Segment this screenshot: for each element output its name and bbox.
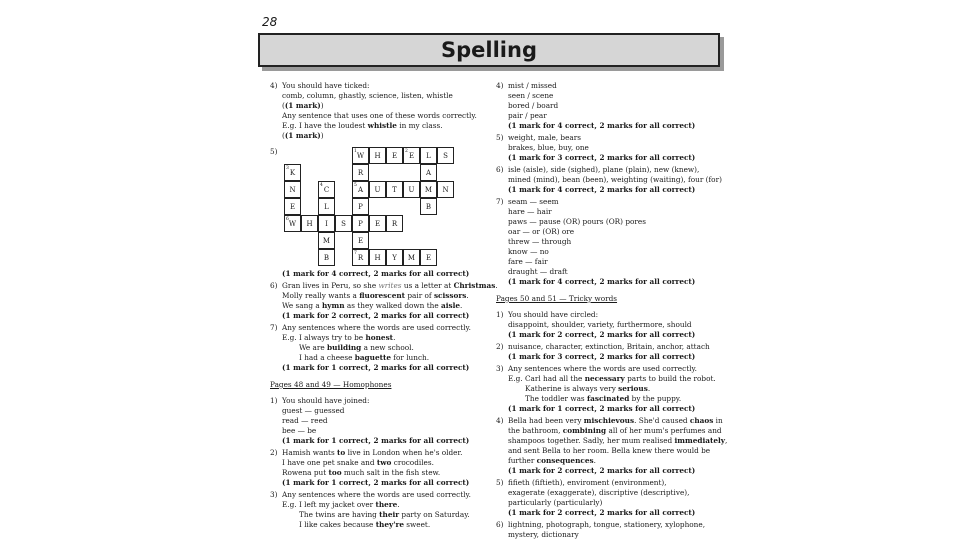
crossword-cell	[386, 249, 403, 266]
crossword-clue-number: 1	[354, 149, 357, 154]
answer-line: fifieth (fiftieth), enviroment (environment),	[508, 478, 667, 487]
question-number: 4)	[496, 81, 504, 90]
answer-line: read — reed	[282, 416, 328, 425]
crossword-letter: B	[425, 203, 432, 211]
crossword-letter: E	[289, 203, 296, 211]
tricky-answer-3	[496, 364, 720, 414]
answer-line: guest — guessed	[282, 406, 345, 415]
answer-line: oar — or (OR) ore	[508, 227, 575, 236]
answer-line: mystery, dictionary	[508, 530, 579, 539]
crossword-cell	[420, 164, 437, 181]
answer-line: paws — pause (OR) pours (OR) pores	[508, 217, 646, 226]
crossword-letter: A	[357, 186, 364, 194]
answer-line: seen / scene	[508, 91, 554, 100]
mark-line: (1 mark for 3 correct, 2 marks for all correct)	[508, 153, 696, 162]
crossword-letter: W	[356, 152, 365, 160]
example-line: We are building a new school.	[299, 343, 414, 352]
answer-line: nuisance, character, extinction, Britain, anchor, attach	[508, 342, 710, 351]
mark-line: ((1 mark))	[282, 101, 324, 110]
crossword-letter: M	[322, 237, 331, 245]
question-number: 2)	[496, 342, 504, 351]
mark-line: (1 mark for 1 correct, 2 marks for all correct)	[282, 478, 470, 487]
crossword-letter: U	[374, 186, 381, 194]
crossword-letter: K	[289, 169, 296, 177]
crossword-clue-number: 2	[405, 149, 408, 154]
mark-line: (1 mark for 1 correct, 2 marks for all correct)	[282, 436, 470, 445]
left-column	[270, 81, 498, 532]
crossword-letter: P	[358, 203, 363, 211]
answer-line: pair / pear	[508, 111, 547, 120]
crossword-cell	[318, 232, 335, 249]
crossword-cell	[369, 215, 386, 232]
answer-line: hare — hair	[508, 207, 552, 216]
answer-line: know — no	[508, 247, 549, 256]
question-number: 3)	[496, 364, 504, 373]
crossword-cell	[352, 181, 369, 198]
tricky-answer-2	[496, 342, 720, 362]
example-line: Katherine is always very serious.	[525, 384, 651, 393]
answer-line: You should have circled:	[508, 310, 599, 319]
question-number: 4)	[496, 416, 504, 425]
answer-line: comb, column, ghastly, science, listen, whistle	[282, 91, 453, 100]
crossword-letter: N	[442, 186, 449, 194]
answer-line: Bella had been very mischievous. She'd caused chaos in	[508, 416, 723, 425]
question-number: 7)	[496, 197, 504, 206]
crossword-clue-number: 6	[286, 217, 289, 222]
crossword-letter: A	[425, 169, 432, 177]
crossword-letter: H	[306, 220, 313, 228]
answer-line: weight, male, bears	[508, 133, 581, 142]
mark-line: (1 mark for 2 correct, 2 marks for all correct)	[282, 311, 470, 320]
answer-line: bored / board	[508, 101, 559, 110]
mark-line: (1 mark for 4 correct, 2 marks for all correct)	[282, 269, 470, 278]
answer-line: Any sentence that uses one of these words correctly.	[282, 111, 477, 120]
crossword-letter: H	[374, 152, 381, 160]
example-line: E.g. Carl had all the necessary parts to build the robot.	[508, 374, 716, 383]
question-number: 6)	[496, 520, 504, 529]
answer-5-left	[270, 147, 492, 279]
answer-line: and sent Bella to her room. Bella knew there would be	[508, 446, 711, 455]
answer-line: Rowena put too much salt in the fish stew.	[282, 468, 441, 477]
question-number: 6)	[496, 165, 504, 174]
answer-line: further consequences.	[508, 456, 596, 465]
question-number: 4)	[270, 81, 278, 90]
crossword-cell	[352, 215, 369, 232]
crossword-cell	[369, 249, 386, 266]
crossword-cell	[318, 198, 335, 215]
crossword-cell	[284, 181, 301, 198]
question-number: 5)	[496, 478, 504, 487]
question-number: 5)	[496, 133, 504, 142]
crossword-letter: I	[325, 220, 328, 228]
answer-7-left	[270, 323, 492, 373]
page-title: Spelling	[441, 38, 537, 62]
tricky-answer-5	[496, 478, 720, 518]
crossword-letter: B	[323, 254, 330, 262]
answer-line: particularly (particularly)	[508, 498, 603, 507]
crossword-cell	[386, 147, 403, 164]
example-line: The twins are having their party on Saturday.	[299, 510, 470, 519]
crossword-cell	[284, 164, 301, 181]
homophones-answer-1	[270, 396, 492, 446]
crossword-cell	[284, 215, 301, 232]
question-number: 2)	[270, 448, 278, 457]
example-line: E.g. I have the loudest whistle in my class.	[282, 121, 443, 130]
mark-line: (1 mark for 4 correct, 2 marks for all correct)	[508, 277, 696, 286]
example-line: I like cakes because they're sweet.	[299, 520, 431, 529]
answer-4-left	[270, 81, 492, 141]
crossword-letter: R	[391, 220, 398, 228]
crossword-letter: T	[392, 186, 397, 194]
answer-line: shampoos together. Sadly, her mum realised immediately,	[508, 436, 728, 445]
crossword-cell	[369, 147, 386, 164]
crossword-cell	[386, 181, 403, 198]
crossword-cell	[403, 181, 420, 198]
answer-line: the bathroom, combining all of her mum's perfumes and	[508, 426, 722, 435]
crossword-cell	[369, 181, 386, 198]
question-number: 6)	[270, 281, 278, 290]
mark-line: (1 mark for 1 correct, 2 marks for all correct)	[282, 363, 470, 372]
answer-6-right	[496, 165, 720, 195]
crossword-letter: C	[323, 186, 330, 194]
crossword-letter: E	[357, 237, 364, 245]
crossword-letter: R	[357, 169, 364, 177]
answer-line: bee — be	[282, 426, 317, 435]
crossword-cell	[386, 215, 403, 232]
answer-5-right	[496, 133, 720, 163]
crossword-cell	[352, 249, 369, 266]
answer-line: Any sentences where the words are used correctly.	[282, 490, 471, 499]
question-number: 1)	[270, 396, 278, 405]
answer-line: draught — draft	[508, 267, 568, 276]
answer-line: I have one pet snake and two crocodiles.	[282, 458, 434, 467]
mark-line: (1 mark for 4 correct, 2 marks for all correct)	[508, 121, 696, 130]
question-number: 3)	[270, 490, 278, 499]
title-banner	[258, 33, 720, 67]
crossword-letter: R	[357, 254, 364, 262]
mark-line: (1 mark for 2 correct, 2 marks for all correct)	[508, 508, 696, 517]
crossword-letter: M	[424, 186, 433, 194]
crossword-letter: E	[391, 152, 398, 160]
question-number: 5)	[270, 147, 278, 156]
example-line: I had a cheese baguette for lunch.	[299, 353, 430, 362]
crossword-cell	[318, 181, 335, 198]
mark-line: (1 mark for 2 correct, 2 marks for all correct)	[508, 466, 696, 475]
question-number: 7)	[270, 323, 278, 332]
crossword-letter: P	[358, 220, 363, 228]
crossword-letter: E	[425, 254, 432, 262]
answer-line: brakes, blue, buy, one	[508, 143, 589, 152]
answer-line: Molly really wants a fluorescent pair of scissors.	[282, 291, 469, 300]
answer-7-right	[496, 197, 720, 287]
answer-line: You should have joined:	[282, 396, 370, 405]
answer-line: mined (mind), bean (been), weighting (waiting), four (for)	[508, 175, 722, 184]
crossword-cell	[437, 181, 454, 198]
answer-line: Hamish wants to live in London when he's older.	[282, 448, 463, 457]
crossword-clue-number: 7	[354, 251, 357, 256]
answer-6-left	[270, 281, 498, 321]
answer-line: isle (aisle), side (sighed), plane (plain), new (knew),	[508, 165, 700, 174]
answer-line: Gran lives in Peru, so she writes us a letter at Christmas.	[282, 281, 498, 290]
crossword-letter: S	[341, 220, 346, 228]
mark-line: ((1 mark))	[282, 131, 324, 140]
answer-line: Any sentences where the words are used correctly.	[282, 323, 471, 332]
crossword-cell	[420, 181, 437, 198]
crossword-letter: L	[426, 152, 431, 160]
answer-line: Any sentences where the words are used correctly.	[508, 364, 697, 373]
section-heading-homophones: Pages 48 and 49 — Homophones	[270, 380, 392, 389]
answer-line: disappoint, shoulder, variety, furthermore, should	[508, 320, 692, 329]
answer-line: seam — seem	[508, 197, 559, 206]
crossword-cell	[318, 249, 335, 266]
mark-line: (1 mark for 4 correct, 2 marks for all correct)	[508, 185, 696, 194]
crossword-clue-number: 4	[320, 183, 323, 188]
crossword-cell	[335, 215, 352, 232]
answer-line: We sang a hymn as they walked down the aisle.	[282, 301, 463, 310]
example-line: E.g. I left my jacket over there.	[282, 500, 400, 509]
crossword-letter: E	[374, 220, 381, 228]
tricky-answer-4	[496, 416, 728, 476]
mark-line: (1 mark for 2 correct, 2 marks for all correct)	[508, 330, 696, 339]
page-number: 28	[262, 15, 278, 29]
homophones-answer-2	[270, 448, 492, 488]
crossword-cell	[437, 147, 454, 164]
crossword-cell	[301, 215, 318, 232]
crossword-letter: S	[443, 152, 448, 160]
crossword-letter: L	[324, 203, 329, 211]
crossword-letter: Y	[392, 254, 397, 262]
answer-line: You should have ticked:	[282, 81, 370, 90]
mark-line: (1 mark for 3 correct, 2 marks for all correct)	[508, 352, 696, 361]
crossword-clue-number: 5	[354, 183, 357, 188]
section-heading-tricky-words: Pages 50 and 51 — Tricky words	[496, 294, 618, 303]
crossword-cell	[420, 198, 437, 215]
crossword-cell	[352, 198, 369, 215]
crossword-letter: H	[374, 254, 381, 262]
crossword-cell	[352, 147, 369, 164]
answer-4-right	[496, 81, 720, 131]
answer-line: mist / missed	[508, 81, 557, 90]
crossword-cell	[318, 215, 335, 232]
example-line: The toddler was fascinated by the puppy.	[525, 394, 682, 403]
crossword-cell	[403, 147, 420, 164]
example-line: E.g. I always try to be honest.	[282, 333, 396, 342]
tricky-answer-6	[496, 520, 720, 540]
right-column	[496, 81, 728, 542]
question-number: 1)	[496, 310, 504, 319]
mark-line: (1 mark for 1 correct, 2 marks for all correct)	[508, 404, 696, 413]
answer-line: lightning, photograph, tongue, stationery, xylophone,	[508, 520, 706, 529]
crossword-letter: U	[408, 186, 415, 194]
crossword-letter: M	[407, 254, 416, 262]
crossword-cell	[403, 249, 420, 266]
crossword-letter: N	[289, 186, 296, 194]
answer-line: threw — through	[508, 237, 572, 246]
answer-line: exagerate (exaggerate), discriptive (descriptive),	[508, 488, 690, 497]
crossword-cell	[420, 249, 437, 266]
crossword-letter: E	[408, 152, 415, 160]
crossword-letter: W	[288, 220, 297, 228]
tricky-answer-1	[496, 310, 720, 340]
crossword-grid	[284, 147, 452, 267]
crossword-clue-number: 3	[286, 166, 289, 171]
homophones-answer-3	[270, 490, 492, 530]
crossword-cell	[420, 147, 437, 164]
answer-line: fare — fair	[508, 257, 548, 266]
